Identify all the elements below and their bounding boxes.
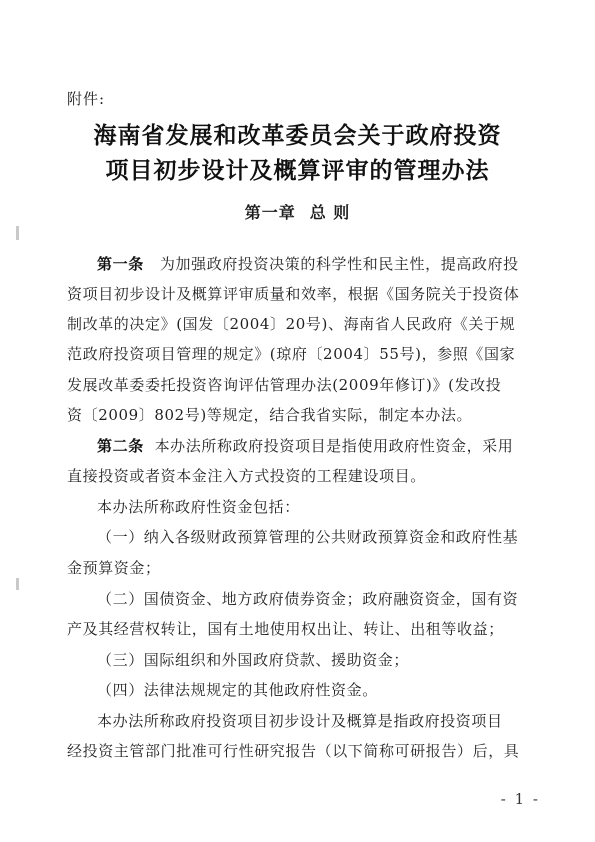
- page-number: - 1 -: [500, 790, 540, 808]
- design-paragraph-line-1: 本办法所称政府投资项目初步设计及概算是指政府投资项目: [97, 712, 503, 730]
- funds-item-1-line-2: 金预算资金；: [67, 559, 161, 577]
- article-2-line-1: [97, 437, 527, 455]
- attachment-label: 附件:: [67, 90, 106, 108]
- funds-intro: 本办法所称政府性资金包括：: [97, 498, 300, 516]
- article-2-text: 本办法所称政府投资项目是指使用政府性资金，采用: [154, 437, 514, 455]
- funds-item-2-line-1: （二）国债资金、地方政府债券资金；政府融资资金，国有资: [97, 590, 519, 608]
- design-paragraph-line-2: 经投资主管部门批准可行性研究报告（以下简称可研报告）后，具: [67, 742, 520, 760]
- article-1-line-1: [97, 255, 527, 273]
- document-title-line-2: 项目初步设计及概算评审的管理办法: [105, 157, 490, 184]
- scan-mark: [16, 578, 19, 590]
- chapter-name: 总 则: [309, 203, 351, 222]
- article-1-text: 为加强政府投资决策的科学性和民主性，提高政府投: [159, 255, 519, 273]
- funds-item-4: （四）法律法规规定的其他政府性资金。: [97, 681, 378, 699]
- funds-item-3: （三）国际组织和外国政府贷款、援助资金；: [97, 651, 410, 669]
- article-1-line-6: 资〔2009〕802号)等规定，结合我省实际，制定本办法。: [67, 406, 473, 424]
- funds-item-1-line-1: （一）纳入各级财政预算管理的公共财政预算资金和政府性基: [97, 528, 519, 546]
- article-2-heading: 第二条: [97, 437, 144, 455]
- article-2-line-2: 直接投资或者资本金注入方式投资的工程建设项目。: [67, 467, 426, 485]
- article-1-line-5: 发展改革委委托投资咨询评估管理办法(2009年修订)》(发改投: [67, 376, 502, 394]
- article-1-line-2: 资项目初步设计及概算评审质量和效率，根据《国务院关于投资体: [67, 285, 520, 303]
- scan-mark: [16, 226, 19, 240]
- article-1-heading: 第一条: [97, 255, 144, 273]
- article-1-line-4: 范政府投资项目管理的规定》(琼府〔2004〕55号)，参照《国家: [67, 345, 516, 363]
- funds-item-2-line-2: 产及其经营权转让，国有土地使用权出让、转让、出租等收益；: [67, 620, 504, 638]
- chapter-heading: [0, 200, 595, 223]
- document-title-line-1: 海南省发展和改革委员会关于政府投资: [93, 122, 502, 149]
- article-1-line-3: 制改革的决定》(国发〔2004〕20号)、海南省人民政府《关于规: [67, 315, 516, 333]
- chapter-number: 第一章: [244, 203, 296, 222]
